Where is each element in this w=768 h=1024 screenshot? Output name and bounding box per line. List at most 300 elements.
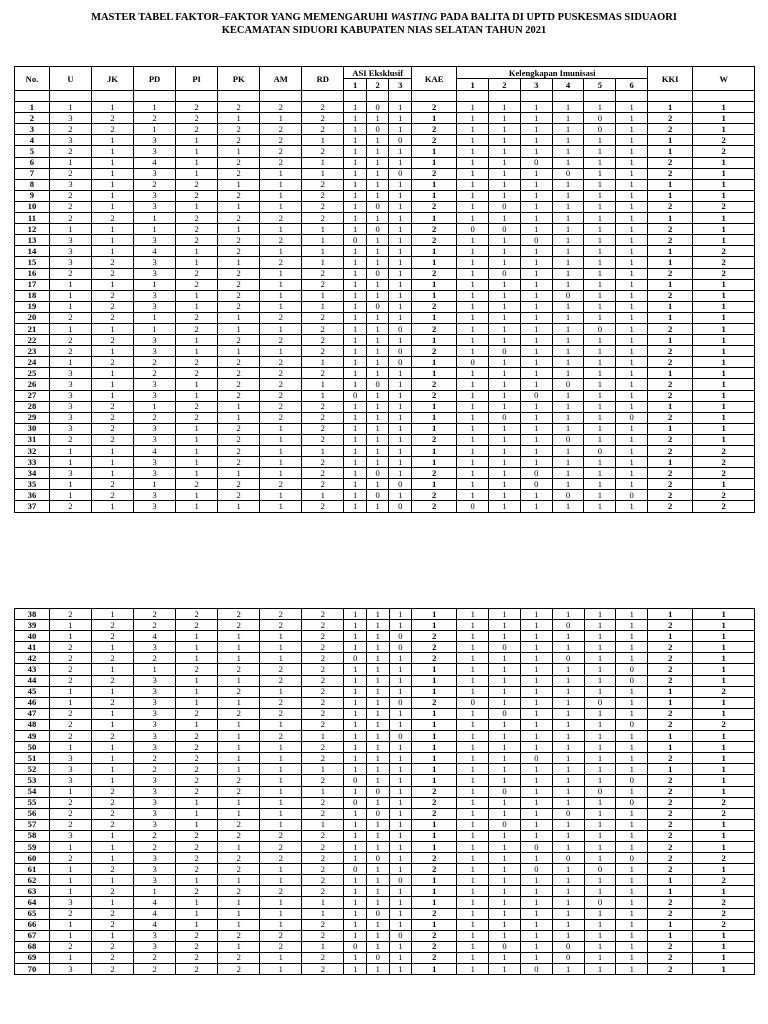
table-cell: 2 (91, 864, 133, 875)
table-cell: 34 (15, 468, 50, 479)
table-row (15, 653, 755, 664)
table-cell: 0 (489, 642, 521, 653)
table-cell: 1 (49, 457, 91, 468)
table-cell: 1 (366, 179, 389, 190)
table-cell: 1 (584, 631, 616, 642)
table-cell: 1 (648, 312, 693, 323)
table-cell: 0 (552, 952, 584, 963)
table-cell: 1 (260, 179, 302, 190)
table-cell: 0 (389, 631, 412, 642)
table-cell: 2 (302, 124, 344, 135)
table-cell: 1 (367, 775, 390, 786)
table-cell: 2 (91, 808, 133, 819)
table-cell: 1 (302, 908, 344, 919)
table-cell: 1 (457, 808, 489, 819)
table-cell: 1 (616, 742, 648, 753)
table-cell: 0 (389, 168, 412, 179)
table-cell: 3 (134, 468, 176, 479)
table-row (15, 335, 755, 346)
table-cell: 1 (389, 609, 412, 620)
table-cell: 2 (134, 412, 176, 423)
table-cell: 1 (260, 864, 302, 875)
table-cell: 1 (584, 434, 616, 445)
table-cell: 1 (457, 753, 489, 764)
table-cell: 1 (489, 631, 521, 642)
table-cell: 1 (648, 146, 693, 157)
table-cell: 42 (15, 653, 50, 664)
table-cell: 1 (520, 764, 552, 775)
table-cell: 2 (412, 653, 457, 664)
table-row (15, 157, 755, 168)
table-cell: 1 (367, 886, 390, 897)
table-cell: 1 (457, 853, 489, 864)
table-cell: 1 (218, 875, 260, 886)
table-cell: 1 (412, 664, 457, 675)
table-cell: 1 (616, 457, 648, 468)
table-cell: 1 (616, 908, 648, 919)
table-cell: 2 (218, 964, 260, 975)
table-cell: 1 (218, 675, 260, 686)
table-cell: 1 (412, 753, 457, 764)
table-cell: 2 (134, 841, 176, 852)
table-cell: 1 (584, 401, 616, 412)
table-cell: 2 (412, 301, 457, 312)
table-cell: 1 (552, 468, 584, 479)
table-cell: 2 (176, 113, 218, 124)
table-cell: 1 (520, 886, 552, 897)
table-cell: 3 (134, 501, 176, 512)
table-cell: 1 (344, 631, 367, 642)
table-cell: 1 (648, 930, 693, 941)
table-cell: 1 (520, 786, 552, 797)
table-cell: 1 (552, 102, 584, 113)
table-cell: 2 (302, 434, 344, 445)
table-cell: 2 (176, 368, 218, 379)
table-cell: 1 (489, 379, 521, 390)
table-cell: 2 (260, 135, 302, 146)
table-cell: 2 (260, 335, 302, 346)
table-cell: 2 (176, 124, 218, 135)
table-cell: 1 (584, 179, 616, 190)
table-cell: 1 (552, 235, 584, 246)
table-cell: 1 (218, 412, 260, 423)
table-cell: 0 (489, 201, 521, 212)
table-cell: 1 (552, 390, 584, 401)
table-cell: 1 (520, 490, 552, 501)
table-cell: 1 (584, 457, 616, 468)
table-cell: 2 (176, 224, 218, 235)
table-cell: 1 (457, 246, 489, 257)
table-cell: 2 (176, 941, 218, 952)
table-cell: 1 (176, 490, 218, 501)
table-cell: 1 (616, 830, 648, 841)
table-cell: 1 (91, 190, 133, 201)
table-cell: 0 (389, 875, 412, 886)
table-cell: 2 (302, 719, 344, 730)
table-cell: 1 (552, 279, 584, 290)
table-cell: 2 (91, 631, 133, 642)
table-cell: 1 (489, 808, 521, 819)
table-cell: 3 (134, 697, 176, 708)
table-cell: 2 (49, 675, 91, 686)
table-cell: 2 (218, 335, 260, 346)
table-cell: 2 (176, 742, 218, 753)
table-cell: 2 (302, 797, 344, 808)
table-cell: 0 (520, 964, 552, 975)
table-cell: 1 (693, 190, 755, 201)
table-cell: 1 (489, 841, 521, 852)
table-cell: 1 (584, 224, 616, 235)
table-cell: 1 (176, 797, 218, 808)
table-cell: 1 (693, 653, 755, 664)
table-cell: 1 (176, 301, 218, 312)
table-cell: 1 (344, 157, 367, 168)
table-cell: 1 (176, 434, 218, 445)
table-cell: 2 (648, 323, 693, 334)
table-cell: 1 (344, 919, 367, 930)
table-cell: 2 (176, 853, 218, 864)
table-cell: 1 (648, 731, 693, 742)
table-cell: 1 (552, 708, 584, 719)
table-cell: 1 (260, 279, 302, 290)
table-cell: 1 (260, 742, 302, 753)
table-cell: 1 (49, 841, 91, 852)
table-cell: 2 (693, 808, 755, 819)
table-cell: 1 (489, 609, 521, 620)
table-cell: 1 (552, 257, 584, 268)
table-cell: 1 (176, 501, 218, 512)
table-cell: 3 (134, 819, 176, 830)
table-cell: 2 (302, 113, 344, 124)
table-cell: 1 (344, 146, 367, 157)
table-cell: 2 (648, 479, 693, 490)
table-cell: 1 (457, 952, 489, 963)
table-cell: 51 (15, 753, 50, 764)
table-cell: 2 (302, 368, 344, 379)
table-cell: 1 (520, 501, 552, 512)
table-cell: 2 (134, 113, 176, 124)
table-cell: 2 (260, 708, 302, 719)
table-cell: 1 (693, 830, 755, 841)
table-cell: 1 (489, 146, 521, 157)
table-cell: 1 (693, 886, 755, 897)
table-cell: 2 (134, 764, 176, 775)
table-cell: 1 (412, 775, 457, 786)
table-cell: 2 (49, 719, 91, 730)
table-cell: 2 (693, 853, 755, 864)
table-cell: 1 (367, 642, 390, 653)
table-cell: 1 (218, 742, 260, 753)
table-cell: 1 (616, 479, 648, 490)
table-cell: 1 (584, 853, 616, 864)
table-cell: 1 (457, 908, 489, 919)
table-cell: 2 (49, 797, 91, 808)
table-cell: 1 (489, 853, 521, 864)
table-cell: 1 (584, 257, 616, 268)
table-cell: 0 (584, 786, 616, 797)
table-cell: 1 (616, 731, 648, 742)
table-cell: 1 (457, 468, 489, 479)
table-cell: 1 (367, 719, 390, 730)
table-cell: 1 (260, 775, 302, 786)
table-cell: 2 (91, 786, 133, 797)
table-cell: 1 (218, 146, 260, 157)
table-cell: 2 (91, 941, 133, 952)
table-cell: 1 (344, 401, 367, 412)
table-cell: 1 (176, 653, 218, 664)
table-cell: 2 (218, 786, 260, 797)
table-cell: 2 (176, 964, 218, 975)
title-line-2: KECAMATAN SIDUORI KABUPATEN NIAS SELATAN TAHUN 2021 (221, 24, 547, 36)
table-cell: 1 (260, 875, 302, 886)
table-cell: 1 (457, 930, 489, 941)
table-cell: 2 (648, 201, 693, 212)
table-cell: 1 (616, 886, 648, 897)
table-cell: 0 (616, 675, 648, 686)
table-row (15, 697, 755, 708)
table-cell: 1 (218, 501, 260, 512)
table-cell: 1 (584, 919, 616, 930)
table-cell: 0 (489, 786, 521, 797)
table-cell: 2 (302, 642, 344, 653)
table-row (15, 390, 755, 401)
table-cell: 47 (15, 708, 50, 719)
table-cell: 1 (489, 168, 521, 179)
table-cell: 1 (489, 390, 521, 401)
table-cell: 2 (218, 479, 260, 490)
table-cell: 1 (489, 479, 521, 490)
table-cell: 2 (134, 357, 176, 368)
table-cell: 2 (260, 124, 302, 135)
table-cell: 1 (457, 401, 489, 412)
table-cell: 1 (367, 964, 390, 975)
table-cell: 1 (389, 897, 412, 908)
table-cell: 3 (49, 423, 91, 434)
table-cell: 2 (260, 146, 302, 157)
table-cell: 0 (389, 731, 412, 742)
table-cell: 1 (302, 246, 344, 257)
table-cell: 1 (457, 323, 489, 334)
table-cell: 1 (389, 919, 412, 930)
table-cell: 50 (15, 742, 50, 753)
table-cell: 2 (412, 786, 457, 797)
table-cell: 10 (15, 201, 50, 212)
table-cell: 1 (91, 609, 133, 620)
table-cell: 2 (218, 952, 260, 963)
table-cell: 1 (489, 675, 521, 686)
table-cell: 0 (552, 168, 584, 179)
table-cell: 1 (552, 501, 584, 512)
table-cell: 1 (367, 653, 390, 664)
table-cell: 1 (648, 697, 693, 708)
table-cell: 2 (693, 457, 755, 468)
table-cell: 1 (520, 412, 552, 423)
table-cell: 2 (176, 620, 218, 631)
table-cell: 1 (218, 179, 260, 190)
table-cell: 1 (552, 719, 584, 730)
table-cell: 2 (176, 213, 218, 224)
table-cell: 1 (49, 357, 91, 368)
table-cell: 1 (616, 808, 648, 819)
table-cell: 2 (648, 468, 693, 479)
table-cell: 4 (134, 446, 176, 457)
table-cell: 1 (412, 841, 457, 852)
table-cell: 0 (389, 346, 412, 357)
table-cell: 1 (520, 686, 552, 697)
table-cell: 1 (91, 841, 133, 852)
table-cell: 2 (302, 664, 344, 675)
table-cell: 1 (176, 697, 218, 708)
table-cell: 2 (91, 797, 133, 808)
table-cell: 1 (344, 190, 367, 201)
table-cell: 3 (134, 257, 176, 268)
table-cell: 1 (176, 446, 218, 457)
table-cell: 27 (15, 390, 50, 401)
table-cell: 3 (49, 257, 91, 268)
table-cell: 2 (302, 323, 344, 334)
table-cell: 2 (260, 941, 302, 952)
table-cell: 2 (302, 841, 344, 852)
table-cell: 1 (412, 609, 457, 620)
table-cell: 2 (91, 290, 133, 301)
table-cell: 1 (218, 346, 260, 357)
table-cell: 1 (176, 335, 218, 346)
table-cell: 35 (15, 479, 50, 490)
table-row (15, 786, 755, 797)
table-cell: 1 (648, 875, 693, 886)
table-cell: 1 (489, 875, 521, 886)
table-cell: 0 (520, 479, 552, 490)
table-cell: 3 (134, 190, 176, 201)
table-cell: 1 (412, 964, 457, 975)
header-kki: KKI (648, 67, 693, 91)
table-cell: 1 (457, 479, 489, 490)
table-cell: 2 (648, 346, 693, 357)
table-cell: 1 (389, 390, 412, 401)
table-cell: 1 (489, 686, 521, 697)
table-cell: 2 (648, 719, 693, 730)
table-cell: 1 (218, 323, 260, 334)
table-cell: 1 (552, 412, 584, 423)
table-cell: 7 (15, 168, 50, 179)
table-cell: 0 (367, 808, 390, 819)
table-cell: 1 (344, 620, 367, 631)
table-row (15, 609, 755, 620)
table-cell: 2 (218, 246, 260, 257)
table-cell: 1 (584, 301, 616, 312)
table-cell: 0 (552, 808, 584, 819)
table-cell: 1 (367, 742, 390, 753)
table-cell: 1 (389, 775, 412, 786)
table-cell: 1 (616, 102, 648, 113)
table-cell: 1 (218, 312, 260, 323)
table-cell: 1 (412, 157, 457, 168)
table-cell: 1 (693, 290, 755, 301)
table-cell: 0 (616, 412, 648, 423)
table-cell: 2 (412, 434, 457, 445)
table-cell: 1 (412, 190, 457, 201)
header-rd: RD (302, 67, 344, 91)
table-cell: 1 (520, 642, 552, 653)
table-cell: 1 (616, 686, 648, 697)
table-cell: 2 (693, 257, 755, 268)
table-cell: 1 (457, 653, 489, 664)
table-cell: 1 (260, 753, 302, 764)
table-cell: 1 (693, 819, 755, 830)
table-cell: 2 (91, 886, 133, 897)
table-cell: 1 (693, 312, 755, 323)
table-cell: 1 (91, 135, 133, 146)
table-cell: 0 (616, 490, 648, 501)
table-cell: 0 (552, 434, 584, 445)
table-cell: 1 (552, 124, 584, 135)
table-cell: 1 (367, 764, 390, 775)
table-cell: 1 (457, 190, 489, 201)
table-cell: 2 (648, 290, 693, 301)
table-cell: 1 (389, 124, 412, 135)
table-cell: 1 (344, 764, 367, 775)
table-cell: 1 (457, 146, 489, 157)
table-cell: 2 (302, 279, 344, 290)
table-cell: 44 (15, 675, 50, 686)
table-cell: 1 (552, 964, 584, 975)
table-cell: 3 (49, 235, 91, 246)
table-cell: 1 (693, 964, 755, 975)
table-cell: 1 (260, 786, 302, 797)
table-row (15, 457, 755, 468)
table-cell: 3 (134, 941, 176, 952)
table-cell: 1 (218, 257, 260, 268)
table-cell: 0 (366, 379, 389, 390)
table-cell: 2 (302, 501, 344, 512)
table-cell: 2 (648, 446, 693, 457)
table-cell: 1 (552, 864, 584, 875)
table-cell: 2 (218, 301, 260, 312)
table-cell: 2 (260, 930, 302, 941)
table-cell: 3 (134, 146, 176, 157)
table-cell: 1 (302, 168, 344, 179)
table-cell: 2 (91, 964, 133, 975)
table-cell: 1 (344, 301, 367, 312)
table-cell: 3 (134, 168, 176, 179)
table-row (15, 135, 755, 146)
table-cell: 70 (15, 964, 50, 975)
table-cell: 0 (366, 268, 389, 279)
table-cell: 4 (15, 135, 50, 146)
table-cell: 1 (520, 457, 552, 468)
table-cell: 1 (260, 434, 302, 445)
table-cell: 1 (302, 819, 344, 830)
table-row (15, 357, 755, 368)
table-cell: 3 (134, 719, 176, 730)
table-cell: 1 (344, 423, 367, 434)
table-cell: 1 (648, 609, 693, 620)
table-cell: 1 (520, 379, 552, 390)
table-cell: 17 (15, 279, 50, 290)
table-cell: 1 (552, 775, 584, 786)
table-cell: 1 (584, 886, 616, 897)
table-cell: 0 (552, 490, 584, 501)
table-cell: 2 (218, 708, 260, 719)
table-cell: 1 (457, 368, 489, 379)
table-row (15, 323, 755, 334)
table-cell: 3 (49, 135, 91, 146)
table-cell: 1 (389, 819, 412, 830)
table-cell: 3 (134, 731, 176, 742)
table-cell: 2 (693, 686, 755, 697)
table-cell: 1 (584, 719, 616, 730)
table-cell: 1 (489, 434, 521, 445)
